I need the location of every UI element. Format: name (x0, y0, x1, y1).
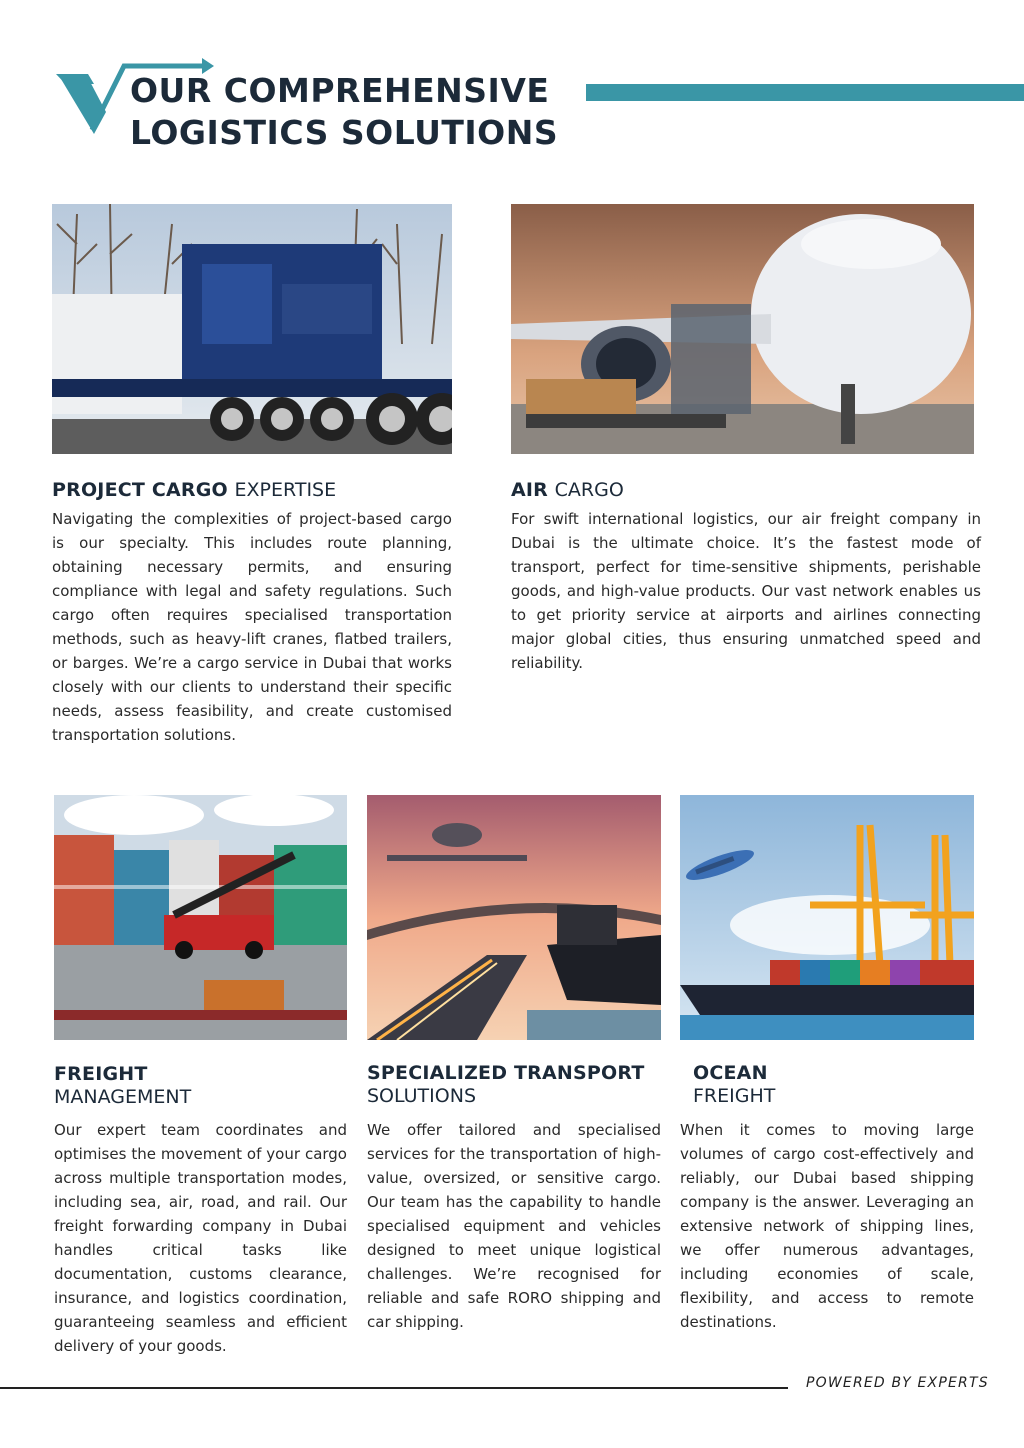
project-cargo-heading (52, 479, 336, 502)
cargo-airplane-loading-photo (511, 204, 974, 454)
title-accent-bar (586, 84, 1024, 101)
footer-tagline: POWERED BY EXPERTS (806, 1375, 989, 1391)
ocean-freight-heading (693, 1062, 775, 1108)
project-cargo-heading-bold: PROJECT CARGO (52, 479, 228, 501)
container-yard-photo (54, 795, 347, 1040)
freight-text: Our expert team coordinates and optimises the movement of your cargo across multiple transportation modes, including sea, air, road, and rail. Our freight forwarding company in Dubai handles critical tasks like documentation, customs clearance, insurance, and logistics coordination, guaranteeing seamless and efficient delivery of your goods. (54, 1121, 347, 1355)
ocean-freight-heading-light: FREIGHT (693, 1085, 776, 1107)
air-cargo-text: For swift international logistics, our air freight company in Dubai is the ultimate choice. It’s the fastest mode of transport, perfect for time-sensitive shipments, perishable goods, and high-value products. Our vast network enables us to get priority service at airports and airlines connecting major global cities, thus ensuring unmatched speed and reliability. (511, 510, 981, 672)
ocean-freight-text: When it comes to moving large volumes of cargo cost-effectively and reliably, our Dubai based shipping company is the answer. Leveraging an extensive network of shipping lines, we offer numerous advantages, including economies of scale, flexibility, and access to remote destinations. (680, 1121, 974, 1331)
page-title-line-1: OUR COMPREHENSIVE (130, 71, 550, 110)
plane-ship-highway-photo (367, 795, 661, 1040)
project-cargo-heading-light: EXPERTISE (234, 479, 337, 501)
project-cargo-text: Navigating the complexities of project-based cargo is our specialty. This includes route planning, obtaining necessary permits, and ensuring compliance with legal and safety regulations. Such cargo often requires specialised transportation methods, such as heavy-lift cranes, flatbed trailers, or barges. We’re a cargo service in Dubai that works closely with our clients to understand their specific needs, assess feasibility, and create customised transportation solutions. (52, 510, 452, 744)
specialized-transport-heading-bold: SPECIALIZED TRANSPORT (367, 1062, 645, 1084)
page-title (130, 70, 558, 154)
ocean-freight-heading-bold: OCEAN (693, 1062, 768, 1084)
specialized-transport-heading-light: SOLUTIONS (367, 1085, 476, 1107)
freight-heading-bold: FREIGHT (54, 1063, 148, 1085)
freight-heading-light: MANAGEMENT (54, 1086, 192, 1108)
heavy-haul-truck-photo (52, 204, 452, 454)
air-cargo-heading-light: CARGO (554, 479, 624, 501)
page-title-line-2: LOGISTICS SOLUTIONS (130, 113, 559, 152)
container-ship-port-photo (680, 795, 974, 1040)
freight-heading (54, 1063, 191, 1109)
footer-divider (0, 1387, 788, 1389)
specialized-transport-heading (367, 1062, 645, 1108)
air-cargo-heading (511, 479, 624, 502)
specialized-transport-text: We offer tailored and specialised services for the transportation of high-value, oversized, or sensitive cargo. Our team has the capability to handle specialised equipment and vehicles designed to meet unique logistical challenges. We’re recognised for reliable and safe RORO shipping and car shipping. (367, 1121, 661, 1331)
air-cargo-heading-bold: AIR (511, 479, 549, 501)
